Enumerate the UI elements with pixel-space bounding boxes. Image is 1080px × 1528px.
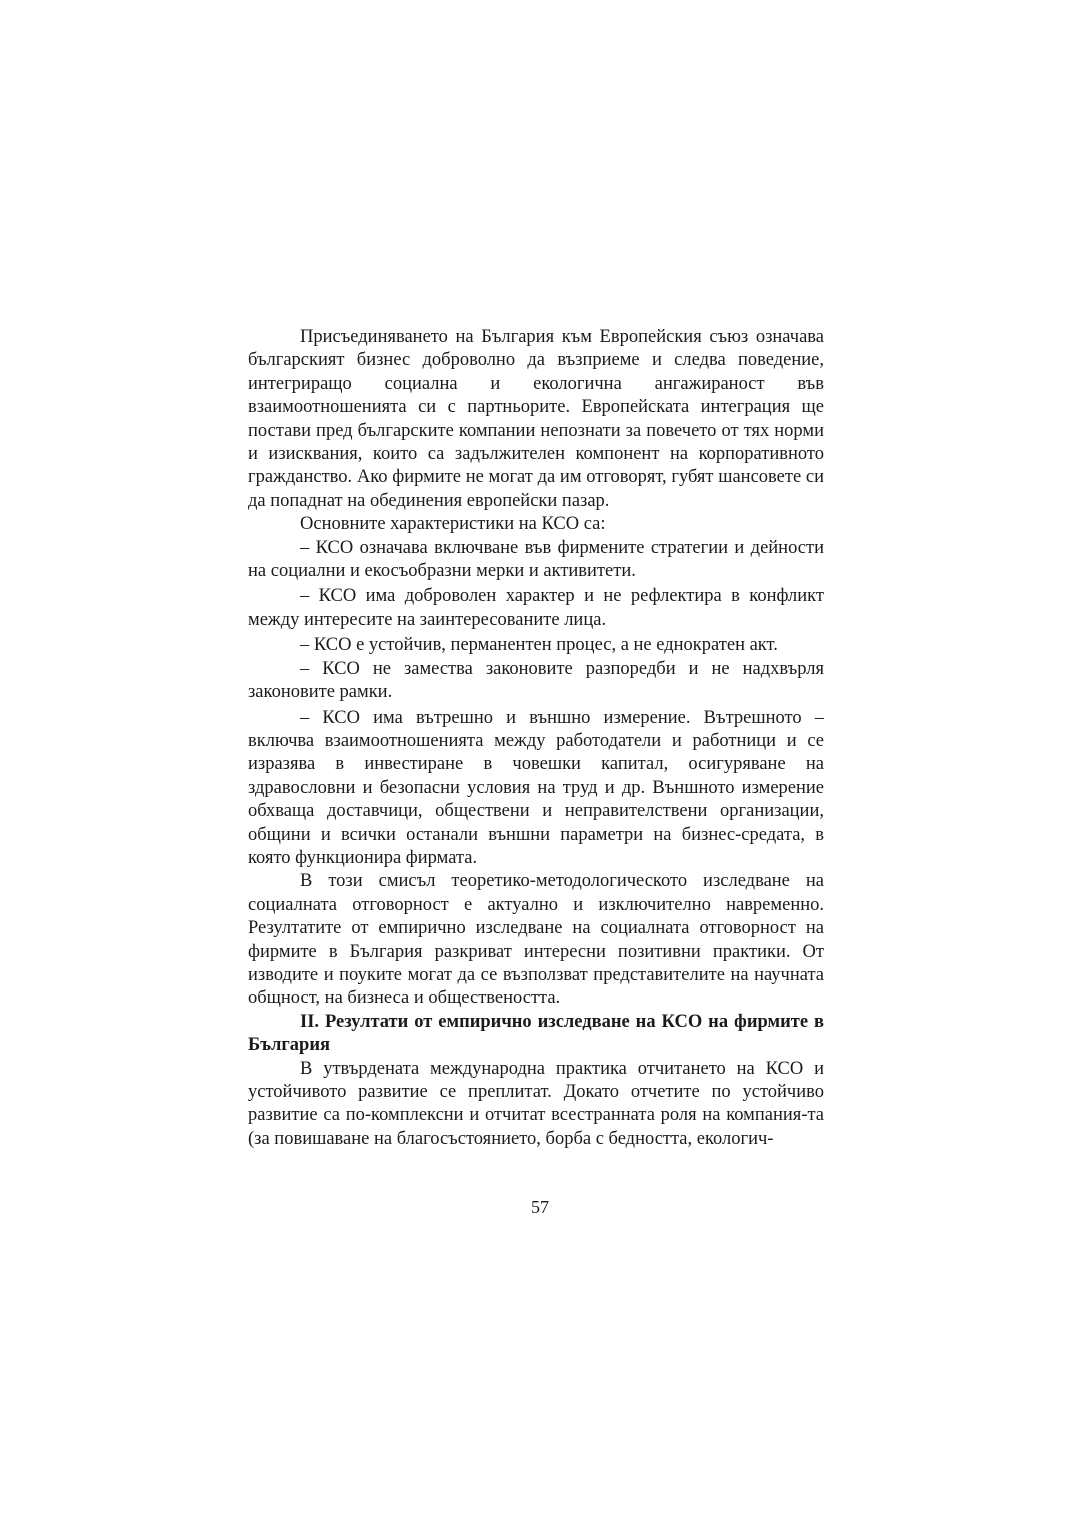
characteristic-item: – КСО има вътрешно и външно измерение. Вътрешното – включва взаимоотношенията между работодатели и работници и се изразява в инвестиране в човешки капитал, осигуряване на здравословни и безопасни условия на труд и др. Външното измерение обхваща доставчици, обществени и неправителствени организации, общини и всички останали външни параметри на бизнес-средата, в която функционира фирмата. [248,707,824,868]
characteristic-item: – КСО има доброволен характер и не рефлектира в конфликт между интересите на заинтересованите лица. [248,586,824,630]
characteristic-item: – КСО означава включване във фирмените стратегии и дейности на социални и екосъобразни мерки и активитети. [248,537,824,582]
body-text [248,326,824,1151]
section-heading: II. Резултати от емпирично изследване на КСО на фирмите в България [248,1011,824,1056]
characteristics-intro: Основните характеристики на КСО са: [300,514,606,535]
page-number: 57 [531,1197,549,1217]
conclusion-paragraph: В този смисъл теоретико-методологическото изследване на социалната отговорност е актуално и изключително навременно. Резултатите от емпирично изследване на социалната отговорност на фирмите в България разкриват интересни позитивни практики. От изводите и поуките могат да се възползват представителите на научната общност, на бизнеса и обществеността. [248,871,824,1009]
characteristic-item: – КСО не замества законовите разпоредби и не надхвърля законовите рамки. [248,658,824,703]
section-paragraph: В утвърдената международна практика отчитането на КСО и устойчивото развитие се преплитат. Докато отчетите по устойчиво развитие са по-комплексни и отчитат всестранната роля на компания-та (за повишаване на благосъстоянието, борба с бедността, екологич- [248,1058,824,1149]
intro-paragraph: Присъединяването на България към Европейския съюз означава българският бизнес доброволно да възприеме и следва поведение, интегриращо социална и екологична ангажираност във взаимоотношенията си с партньорите. Европейската интеграция ще постави пред българските компании непознати за повечето от тях норми и изисквания, които са задължителен компонент на корпоративното гражданство. Ако фирмите не могат да им отговорят, губят шансовете си да попаднат на обединения европейски пазар. [248,327,824,511]
characteristic-item: – КСО е устойчив, перманентен процес, а не еднократен акт. [300,635,778,656]
